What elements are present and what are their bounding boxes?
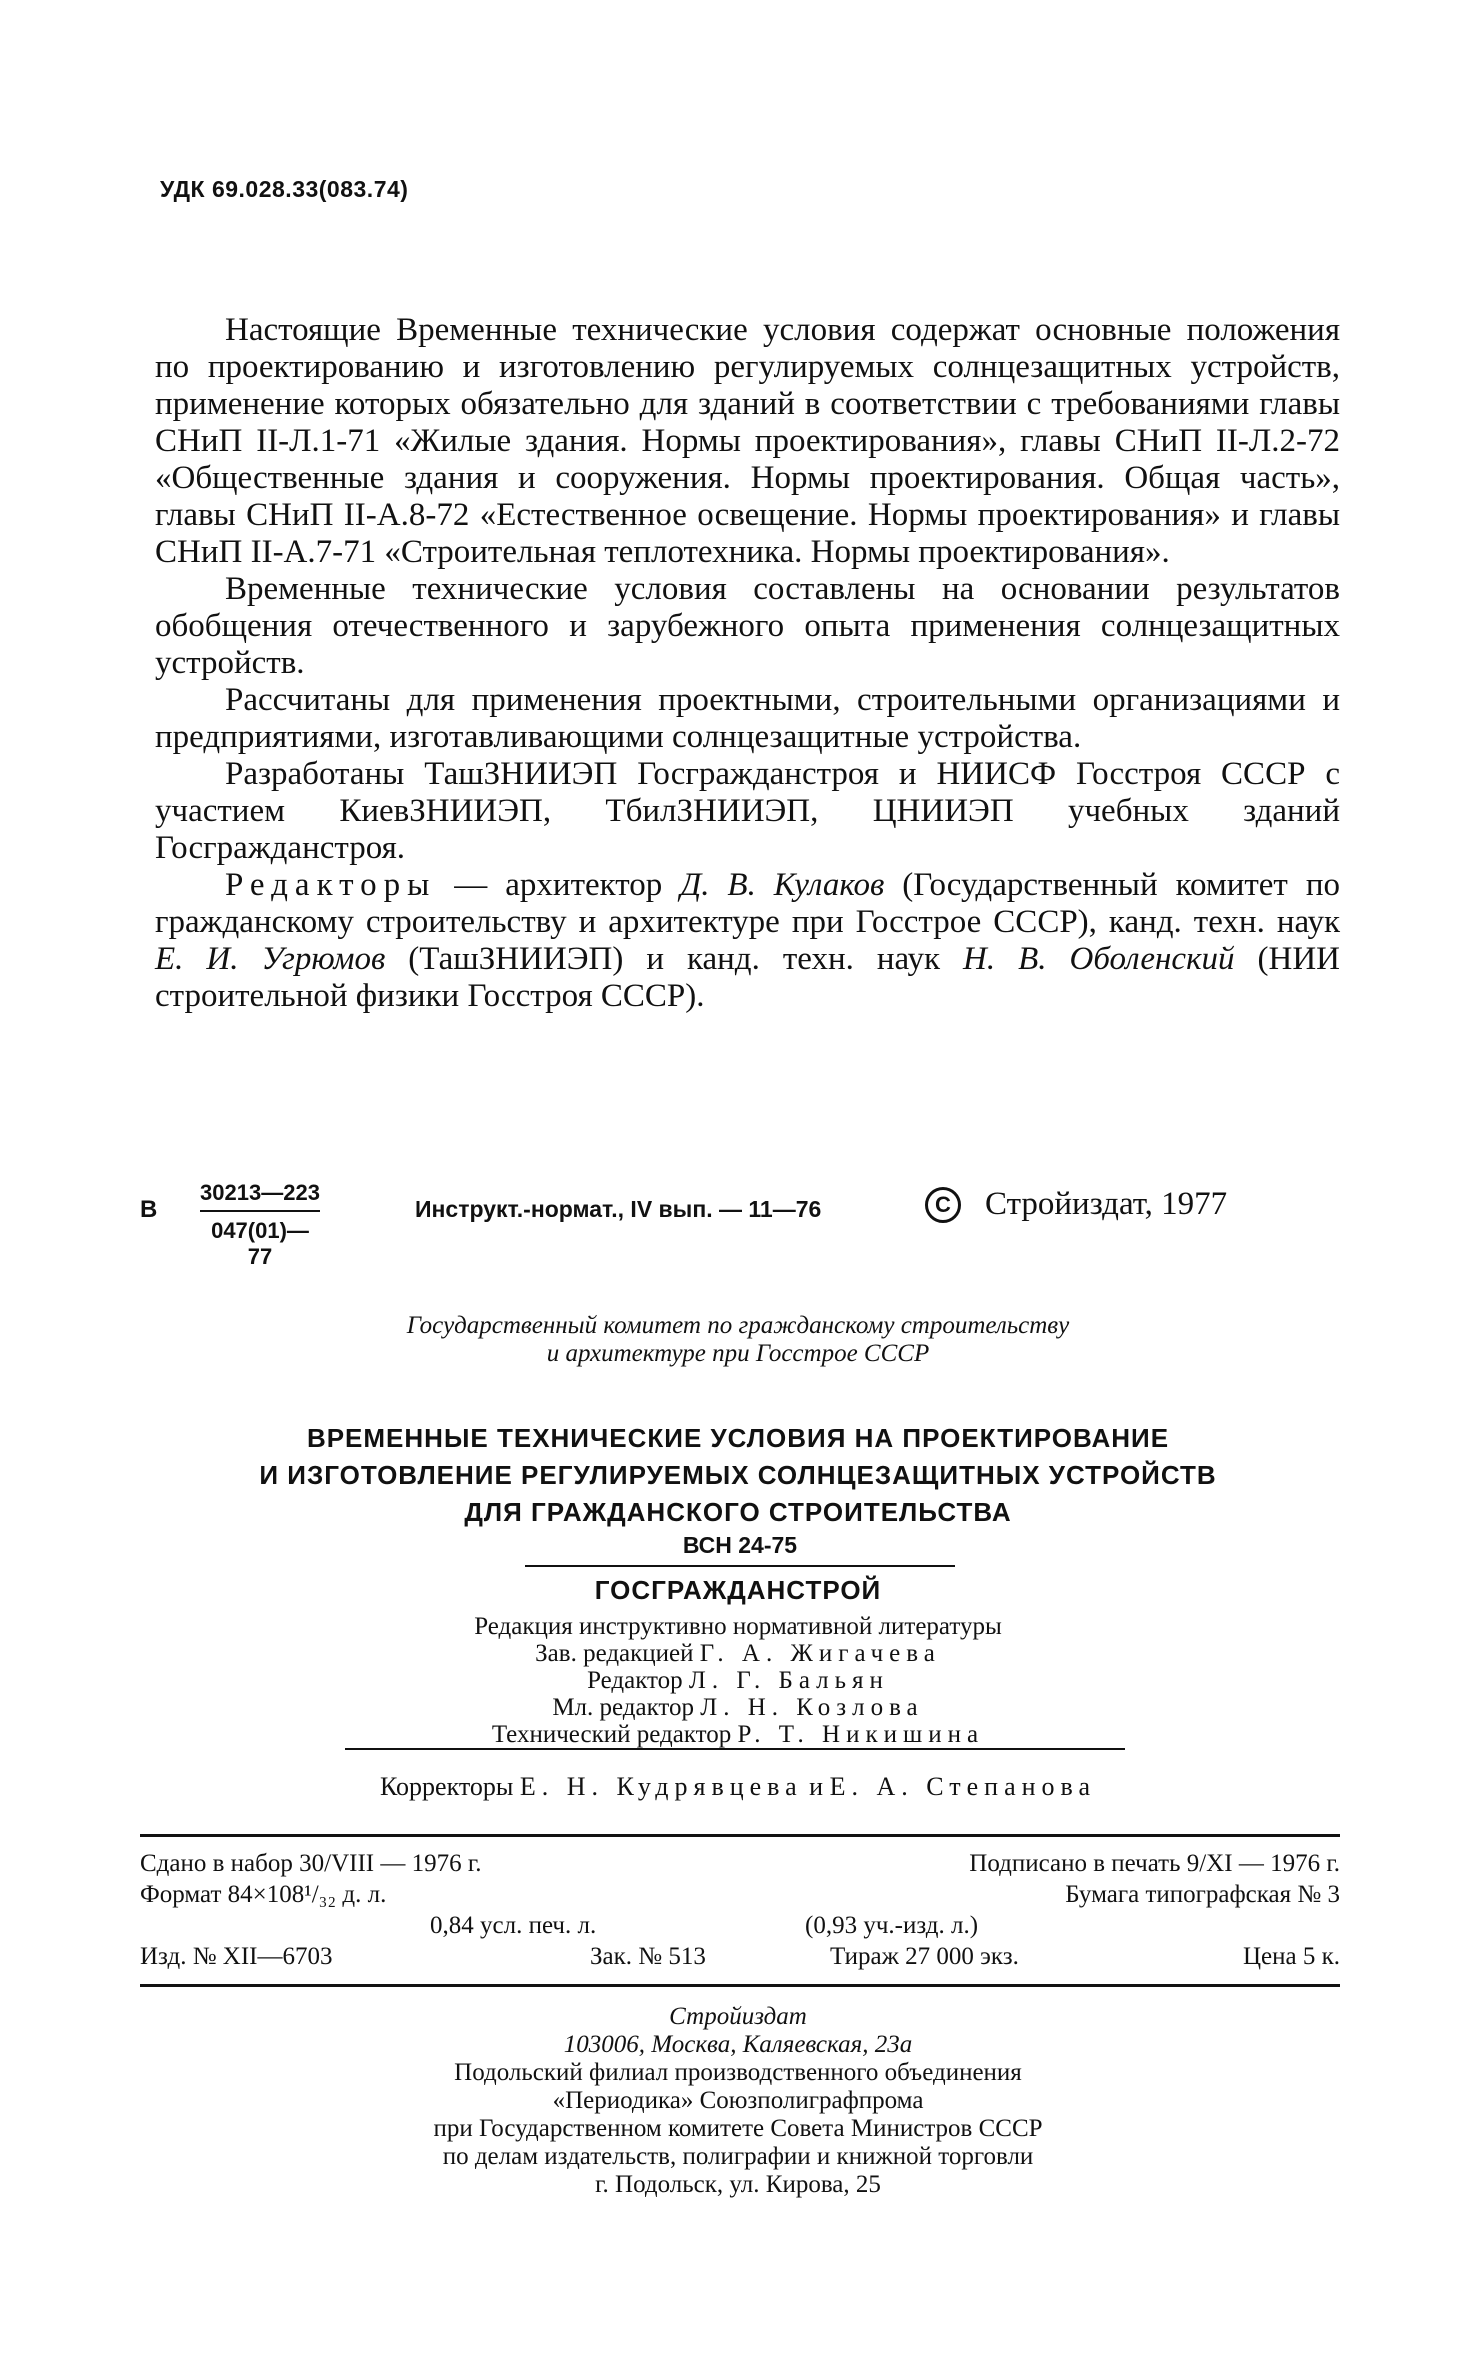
divider (140, 1834, 1340, 1837)
committee-line: Государственный комитет по гражданскому строительству (406, 1312, 1070, 1339)
staff-name: Е. Н. Кудрявцева (519, 1772, 803, 1801)
committee-line: и архитектуре при Госстрое СССР (546, 1340, 930, 1367)
editors-label: Редакторы (225, 867, 437, 903)
publisher-address: 103006, Москва, Каляевская, 23а (563, 2031, 913, 2058)
publisher-year: Стройиздат, 1977 (985, 1186, 1228, 1222)
intro-text (155, 312, 1340, 1015)
editors-text: (ТашЗНИИЭП) и канд. техн. наук (385, 941, 964, 977)
staff-role: Технический редактор (491, 1721, 732, 1748)
udk-code: УДК 69.028.33(083.74) (160, 176, 409, 202)
printer-line: «Периодика» Союзполиграфпрома (552, 2087, 924, 2114)
print-run: Тираж 27 000 экз. (830, 1943, 1019, 1970)
committee-header (0, 1312, 1476, 1368)
format: Формат 84×108¹/₃₂ д. л. (140, 1881, 387, 1908)
organization: ГОСГРАЖДАНСТРОЙ (594, 1575, 882, 1605)
price: Цена 5 к. (1242, 1943, 1340, 1970)
staff-role: Зав. редакцией (535, 1640, 694, 1667)
editors-text: — архитектор (436, 867, 681, 903)
fraction-denominator: 047(01)—77 (211, 1218, 309, 1269)
document-code: ВСН 24-75 (525, 1532, 955, 1567)
editor-name: Д. В. Кулаков (680, 867, 885, 903)
staff-name: Г. А. Жигачева (699, 1640, 941, 1667)
order-number: Зак. № 513 (590, 1943, 706, 1970)
staff-name: Р. Т. Никишина (737, 1721, 985, 1748)
printer-line: Подольский филиал производственного объединения (454, 2059, 1022, 2086)
staff-role: Редактор (587, 1667, 683, 1694)
instruction-index: Инструкт.-нормат., IV вып. — 11—76 (415, 1196, 822, 1222)
copyright-icon: C (925, 1187, 961, 1223)
printer-line: г. Подольск, ул. Кирова, 25 (595, 2171, 881, 2198)
intro-paragraph: Настоящие Временные технические условия содержат основные положения по проектированию и изготовлению регулируемых солнцезащитных устройств, применение которых обязательно для зданий в соответствии с требованиями главы СНиП II-Л.1-71 «Жилые здания. Нормы проектирования», главы СНиП II-Л.2-72 «Общественные здания и сооружения. Нормы проектирования. Общая часть», главы СНиП II-А.8-72 «Естественное освещение. Нормы проектирования» и главы СНиП II-А.7-71 «Строительная теплотехника. Нормы проектирования». (155, 312, 1340, 570)
printer-line: при Государственном комитете Совета Министров СССР (433, 2115, 1043, 2142)
fraction-numerator: 30213—223 (200, 1180, 320, 1212)
staff-role: Корректоры (379, 1772, 514, 1801)
intro-paragraph: Рассчитаны для применения проектными, строительными организациями и предприятиями, изготавливающими солнцезащитные устройства. (155, 682, 1340, 755)
divider (140, 1984, 1340, 1987)
correctors-line (0, 1772, 1476, 1802)
divider (345, 1748, 1125, 1750)
imprint-line (140, 1180, 1340, 1269)
conjunction: и (809, 1772, 824, 1801)
copyright (925, 1186, 1227, 1223)
intro-paragraph: Разработаны ТашЗНИИЭП Госгражданстроя и НИИСФ Госстроя СССР с участием КиевЗНИИЭП, ТбилЗНИИЭП, ЦНИИЭП учебных зданий Госгражданстроя. (155, 756, 1340, 866)
editors-text: (Государственный комитет по гражданскому строительству и архитектуре при Госстрое СССР), канд. техн. наук (155, 867, 1340, 940)
edition-line: Редакция инструктивно нормативной литературы (474, 1613, 1002, 1640)
staff-name: Е. А. Степанова (829, 1772, 1096, 1801)
editors-paragraph (155, 867, 1340, 1015)
publication-number: Изд. № XII—6703 (140, 1943, 333, 1970)
intro-paragraph: Временные технические условия составлены на основании результатов обобщения отечественного и зарубежного опыта применения солнцезащитных устройств. (155, 571, 1340, 681)
set-date: Сдано в набор 30/VIII — 1976 г. (140, 1850, 482, 1877)
title-line: ВРЕМЕННЫЕ ТЕХНИЧЕСКИЕ УСЛОВИЯ НА ПРОЕКТИРОВАНИЕ (306, 1423, 1170, 1453)
staff-name: Л. Н. Козлова (700, 1694, 924, 1721)
staff-row (0, 1694, 1476, 1721)
title-line: ДЛЯ ГРАЖДАНСКОГО СТРОИТЕЛЬСТВА (464, 1497, 1012, 1527)
staff-row (0, 1640, 1476, 1667)
editorial-staff (0, 1613, 1476, 1748)
print-sheets: 0,84 усл. печ. л. (430, 1912, 597, 1939)
staff-row (0, 1721, 1476, 1748)
editors-text: (НИИ строительной физики Госстроя СССР). (155, 941, 1340, 1014)
staff-role: Мл. редактор (552, 1694, 695, 1721)
catalog-fraction (200, 1180, 320, 1270)
imprint-letter: В (140, 1196, 158, 1223)
printer-line: по делам издательств, полиграфии и книжной торговли (442, 2143, 1034, 2170)
editor-name: Н. В. Оболенский (963, 941, 1235, 977)
paper: Бумага типографская № 3 (1065, 1881, 1340, 1908)
account-sheets: (0,93 уч.-изд. л.) (805, 1912, 979, 1939)
publisher-name: Стройиздат (669, 2003, 807, 2030)
printer-info (0, 2003, 1476, 2199)
editor-name: Е. И. Угрюмов (155, 941, 386, 977)
document-title (0, 1420, 1476, 1531)
staff-row (0, 1667, 1476, 1694)
signed-date: Подписано в печать 9/XI — 1976 г. (969, 1850, 1340, 1877)
title-line: И ИЗГОТОВЛЕНИЕ РЕГУЛИРУЕМЫХ СОЛНЦЕЗАЩИТНЫХ УСТРОЙСТВ (259, 1460, 1217, 1490)
staff-name: Л. Г. Бальян (688, 1667, 889, 1694)
